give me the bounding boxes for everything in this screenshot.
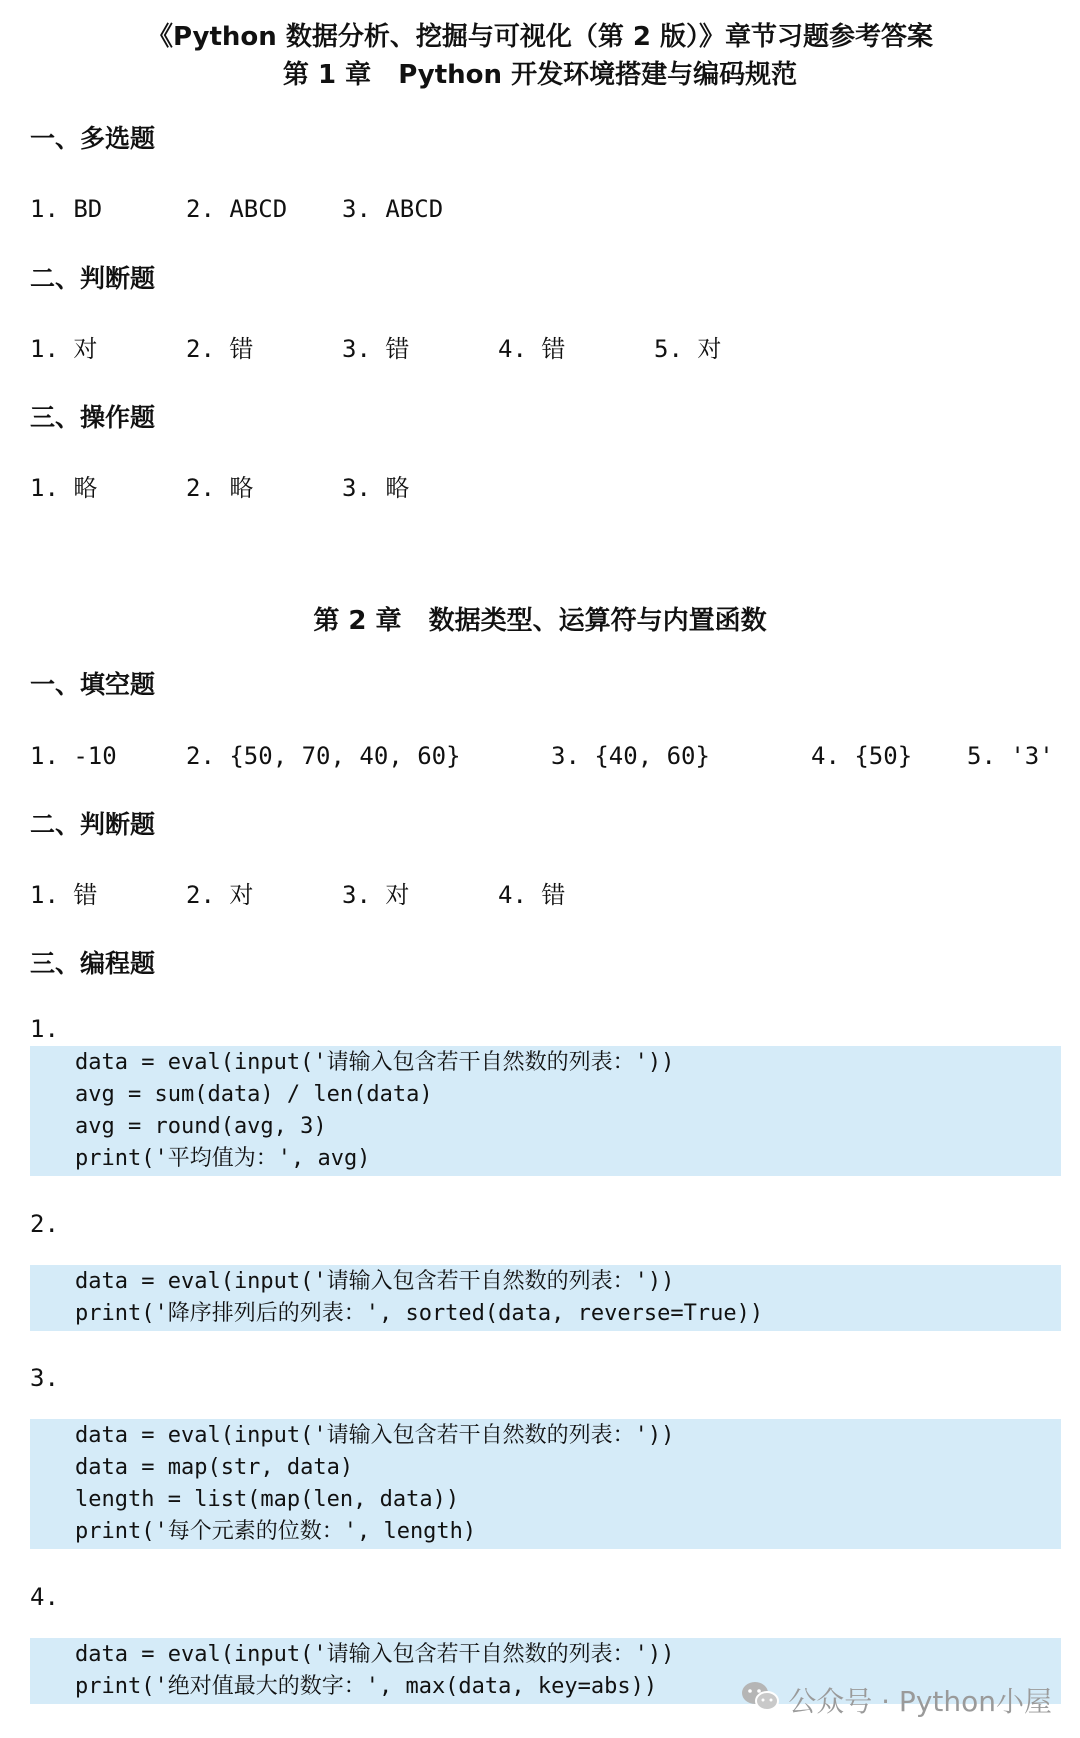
ch1-section-operation: 三、操作题 (30, 403, 156, 432)
answer: 3. 错 (342, 335, 410, 363)
code-line: data = map(str, data) (75, 1455, 354, 1480)
answer: 2. 略 (186, 474, 254, 502)
document-title: 《Python 数据分析、挖掘与可视化（第 2 版）》章节习题参考答案 (146, 22, 934, 52)
code-line: print('平均值为：', avg) (75, 1146, 371, 1171)
program-label: 2. (30, 1210, 59, 1238)
code-line: print('降序排列后的列表：', sorted(data, reverse=True)) (75, 1301, 764, 1326)
program-label: 3. (30, 1364, 59, 1392)
code-line: data = eval(input('请输入包含若干自然数的列表：')) (75, 1050, 675, 1075)
answer: 1. -10 (30, 742, 117, 770)
answer: 2. 对 (186, 881, 254, 909)
answer: 3. ABCD (342, 195, 444, 223)
code-line: data = eval(input('请输入包含若干自然数的列表：')) (75, 1642, 675, 1667)
code-block (30, 1046, 1061, 1176)
answer: 1. 略 (30, 474, 98, 502)
answer: 1. 错 (30, 881, 98, 909)
ch2-section-true-false: 二、判断题 (30, 810, 156, 839)
answer: 1. 对 (30, 335, 98, 363)
answer: 1. BD (30, 195, 103, 223)
code-line: length = list(map(len, data)) (75, 1487, 460, 1512)
answer: 4. 错 (498, 335, 566, 363)
code-line: avg = sum(data) / len(data) (75, 1082, 433, 1107)
code-line: print('每个元素的位数：', length) (75, 1519, 477, 1544)
answer: 5. 对 (654, 335, 722, 363)
chapter-2-title: 第 2 章 数据类型、运算符与内置函数 (313, 606, 767, 636)
answer: 3. 略 (342, 474, 410, 502)
wechat-icon (740, 1680, 780, 1721)
code-line: data = eval(input('请输入包含若干自然数的列表：')) (75, 1269, 675, 1294)
watermark (740, 1678, 1052, 1722)
answer: 3. {40, 60} (551, 742, 710, 770)
ch1-section-multiple-choice: 一、多选题 (30, 124, 156, 153)
program-label: 1. (30, 1015, 59, 1043)
watermark-text: 公众号 · Python小屋 (788, 1685, 1052, 1718)
answer: 2. {50, 70, 40, 60} (186, 742, 461, 770)
code-block (30, 1265, 1061, 1331)
code-block (30, 1419, 1061, 1549)
code-line: avg = round(avg, 3) (75, 1114, 327, 1139)
answer: 5. '3' (967, 742, 1054, 770)
code-line: print('绝对值最大的数字：', max(data, key=abs)) (75, 1674, 658, 1699)
answer: 2. ABCD (186, 195, 288, 223)
answer: 4. {50} (811, 742, 913, 770)
ch2-section-programming: 三、编程题 (30, 949, 156, 978)
chapter-1-title: 第 1 章 Python 开发环境搭建与编码规范 (282, 60, 798, 90)
answer: 2. 错 (186, 335, 254, 363)
ch2-section-fill-blank: 一、填空题 (30, 670, 156, 699)
answer: 4. 错 (498, 881, 566, 909)
ch1-section-true-false: 二、判断题 (30, 264, 156, 293)
answer: 3. 对 (342, 881, 410, 909)
program-label: 4. (30, 1583, 59, 1611)
code-line: data = eval(input('请输入包含若干自然数的列表：')) (75, 1423, 675, 1448)
